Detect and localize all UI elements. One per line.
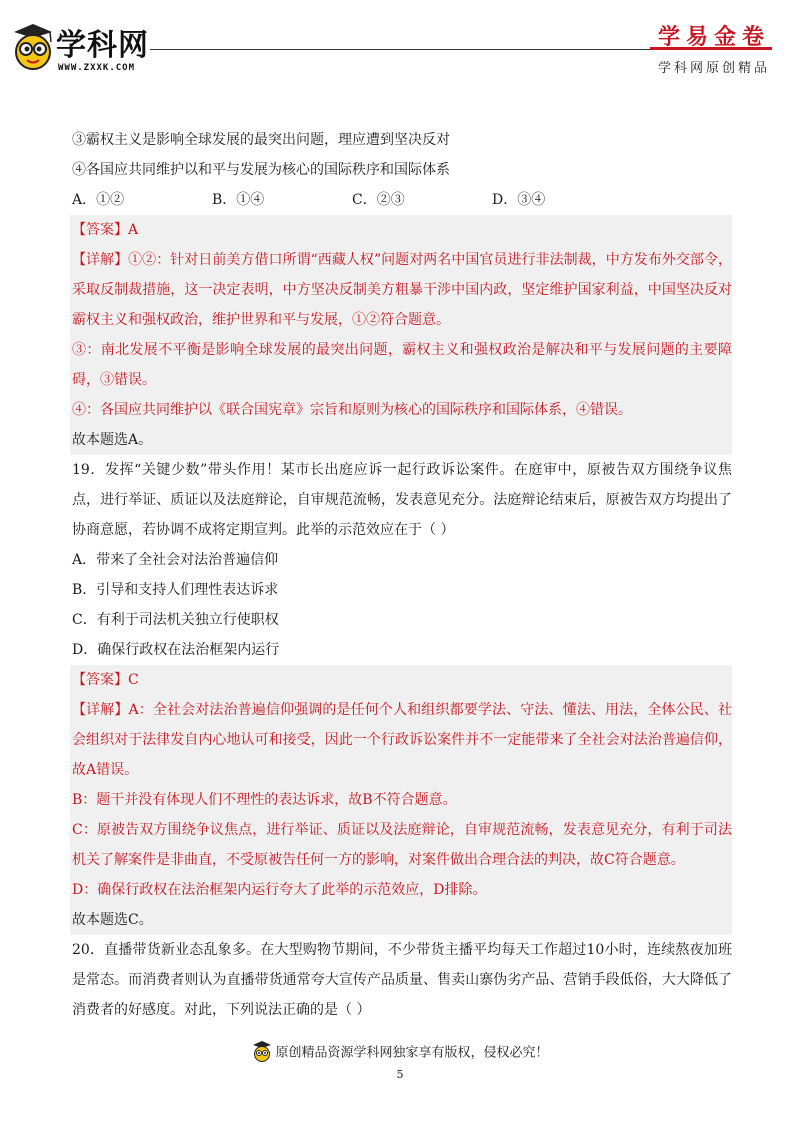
option-c: C．②③ bbox=[352, 192, 405, 208]
detail-paragraph: C：原被告双方围绕争议焦点，进行举证、质证以及法庭辩论，自审规范流畅，发表意见充分，有利于司法机关了解案件是非曲直，不受原被告任何一方的影响，对案件做出合理合法的判决，故C符合题意。 bbox=[72, 822, 732, 868]
copyright-note bbox=[0, 1040, 800, 1066]
answer-label: 【答案】C bbox=[72, 672, 139, 688]
option-b: B．①④ bbox=[212, 192, 265, 208]
page-number: 5 bbox=[396, 1068, 404, 1081]
detail-paragraph: 【详解】A：全社会对法治普遍信仰强调的是任何个人和组织都要学法、守法、懂法、用法，全体公民、社会组织对于法律发自内心地认可和接受，因此一个行政诉讼案件并不一定能带来了全社会对法治普遍信仰，故A错误。 bbox=[72, 702, 732, 778]
owl-mascot-icon bbox=[251, 1040, 273, 1066]
option-d: D．③④ bbox=[492, 192, 546, 208]
answer-options bbox=[72, 185, 732, 215]
detail-paragraph: 【详解】①②：针对日前美方借口所谓“西藏人权”问题对两名中国官员进行非法制裁，中方发布外交部令，采取反制裁措施，这一决定表明，中方坚决反制美方粗暴干涉中国内政，坚定维护国家利益，中国坚决反对霸权主义和强权政治，维护世界和平与发展，①②符合题意。 bbox=[72, 252, 732, 328]
conclusion: 故本题选C。 bbox=[72, 912, 153, 928]
brand-subtitle: 学科网原创精品 bbox=[657, 61, 770, 76]
detail-paragraph: ③：南北发展不平衡是影响全球发展的最突出问题，霸权主义和强权政治是解决和平与发展问题的主要障碍，③错误。 bbox=[72, 342, 732, 388]
detail-paragraph: B：题干并没有体现人们不理性的表达诉求，故B不符合题意。 bbox=[72, 792, 457, 808]
statement-item: ④各国应共同维护以和平与发展为核心的国际秩序和国际体系 bbox=[72, 162, 450, 178]
answer-label: 【答案】A bbox=[72, 222, 139, 238]
owl-mascot-icon bbox=[10, 22, 56, 72]
option-a: A．①② bbox=[72, 192, 125, 208]
choice-item: C．有利于司法机关独立行使职权 bbox=[72, 612, 279, 628]
page-header bbox=[0, 0, 800, 80]
choice-item: B．引导和支持人们理性表达诉求 bbox=[72, 582, 279, 598]
question-stem: 20．直播带货新业态乱象多。在大型购物节期间，不少带货主播平均每天工作超过10小时，连续熬夜加班是常态。而消费者则认为直播带货通常夸大宣传产品质量、售卖山寨伪劣产品、营销手段低俗，大大降低了消费者的好感度。对此，下列说法正确的是（ ） bbox=[72, 942, 732, 1018]
conclusion: 故本题选A。 bbox=[72, 432, 153, 448]
logo-url: WWW.ZXXK.COM bbox=[58, 63, 136, 73]
answer-block bbox=[70, 665, 732, 935]
answer-block bbox=[70, 215, 732, 455]
detail-paragraph: D：确保行政权在法治框架内运行夸大了此举的示范效应，D排除。 bbox=[72, 882, 487, 898]
question-stem: 19．发挥“关键少数”带头作用！某市长出庭应诉一起行政诉讼案件。在庭审中，原被告双方围绕争议焦点，进行举证、质证以及法庭辩论，自审规范流畅，发表意见充分。法庭辩论结束后，原被告双方均提出了协商意愿，若协调不成将定期宣判。此举的示范效应在于（ ） bbox=[72, 462, 732, 538]
statement-item: ③霸权主义是影响全球发展的最突出问题，理应遭到坚决反对 bbox=[72, 132, 450, 148]
copyright-text: 原创精品资源学科网独家享有版权，侵权必究！ bbox=[275, 1045, 549, 1061]
detail-paragraph: ④：各国应共同维护以《联合国宪章》宗旨和原则为核心的国际秩序和国际体系，④错误。 bbox=[72, 402, 632, 418]
choice-item: D．确保行政权在法治框架内运行 bbox=[72, 642, 280, 658]
brand-title: 学易金卷 bbox=[657, 24, 770, 50]
logo-text: 学科网 bbox=[56, 28, 149, 63]
page-content bbox=[72, 125, 732, 1025]
choice-item: A．带来了全社会对法治普遍信仰 bbox=[72, 552, 279, 568]
